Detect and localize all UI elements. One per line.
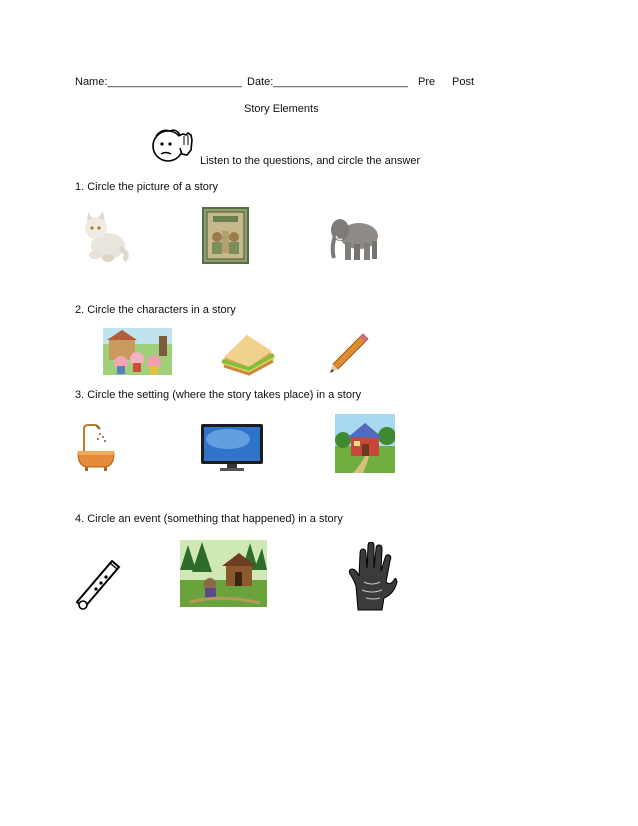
pre-label: Pre — [418, 76, 436, 88]
hand-picture[interactable] — [346, 542, 398, 612]
instruction-text: Listen to the questions, and circle the answer — [200, 155, 421, 167]
question-3-text: 3. Circle the setting (where the story takes place) in a story — [75, 389, 362, 401]
storybook-picture[interactable] — [202, 207, 249, 264]
question-4-text: 4. Circle an event (something that happened) in a story — [75, 513, 343, 525]
listening-face-icon — [150, 126, 198, 166]
page-title: Story Elements — [244, 103, 319, 115]
elephant-picture[interactable] — [328, 214, 382, 264]
post-label: Post — [452, 76, 475, 88]
television-picture[interactable] — [200, 423, 264, 473]
house-picture[interactable] — [335, 414, 395, 473]
pencil-picture[interactable] — [327, 331, 371, 375]
bathtub-picture[interactable] — [76, 423, 116, 473]
question-2-text: 2. Circle the characters in a story — [75, 304, 236, 316]
date-field-label: Date:______________________ — [247, 76, 408, 88]
cat-picture[interactable] — [80, 208, 130, 263]
question-1-text: 1. Circle the picture of a story — [75, 181, 219, 193]
sandwich-picture[interactable] — [219, 331, 277, 376]
forest-cabin-picture[interactable] — [180, 540, 267, 607]
name-field-label: Name:______________________ — [75, 76, 242, 88]
flute-picture[interactable] — [74, 558, 122, 612]
three-pigs-picture[interactable] — [103, 328, 172, 375]
